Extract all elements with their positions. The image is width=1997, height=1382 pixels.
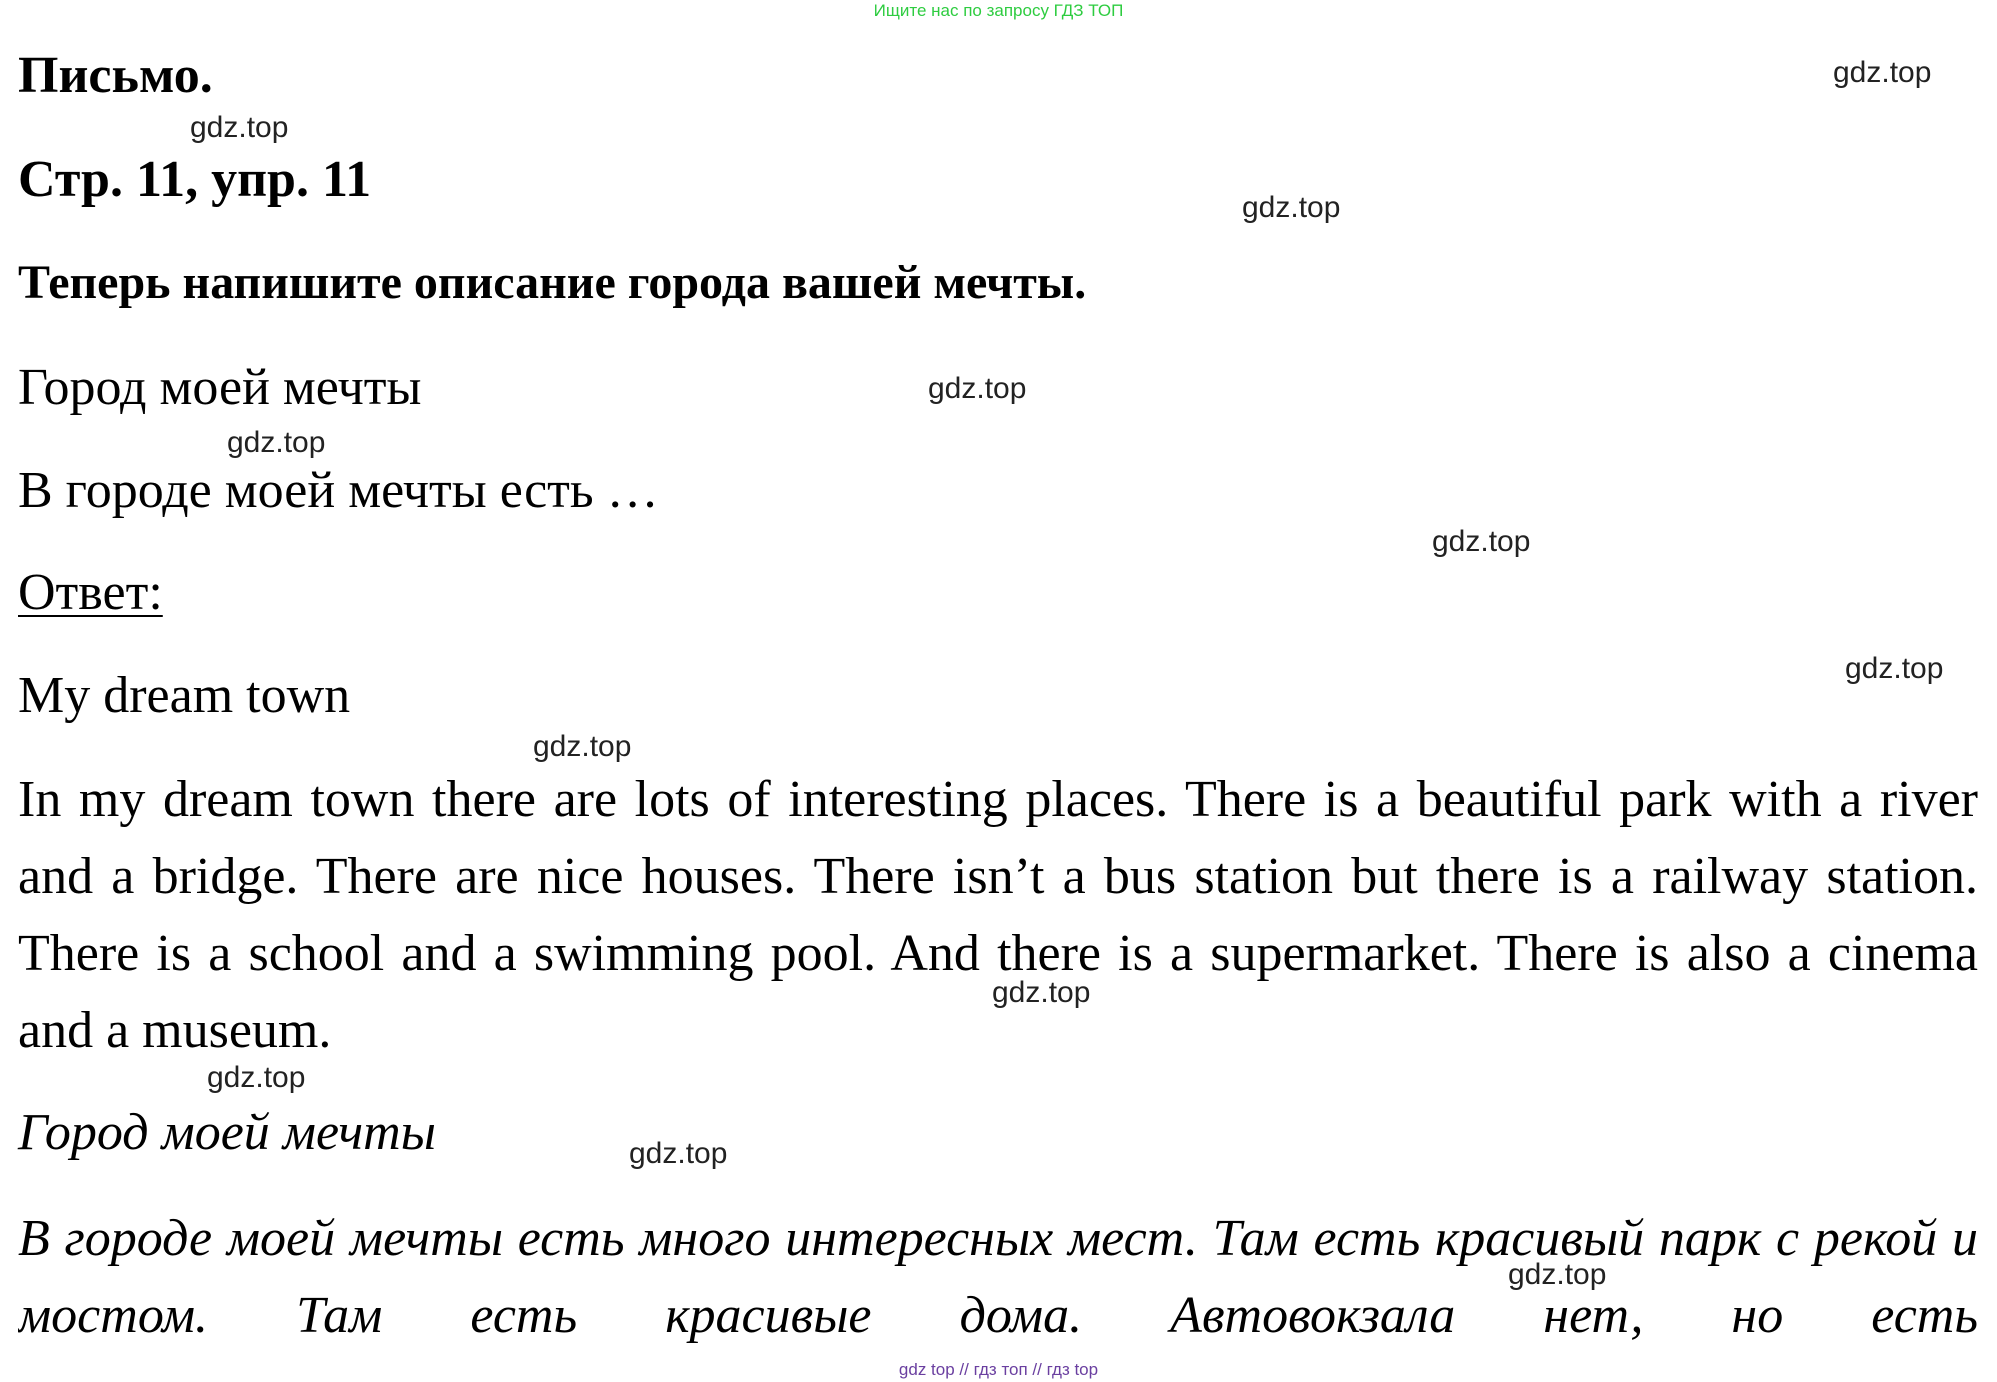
page-reference: Стр. 11, упр. 11: [18, 151, 372, 208]
watermark: gdz.top: [928, 372, 1027, 405]
watermark: gdz.top: [1432, 525, 1531, 558]
watermark: gdz.top: [1508, 1258, 1607, 1291]
answer-label: Ответ:: [18, 564, 163, 621]
watermark: gdz.top: [207, 1061, 306, 1094]
watermark: gdz.top: [227, 426, 326, 459]
section-heading: Письмо.: [18, 47, 213, 104]
prompt-title: Город моей мечты: [18, 359, 422, 416]
bottom-banner: gdz top // гдз топ // гдз top: [898, 1360, 1099, 1379]
watermark: gdz.top: [629, 1137, 728, 1170]
watermark: gdz.top: [1845, 652, 1944, 685]
watermark: gdz.top: [992, 976, 1091, 1009]
english-title: My dream town: [18, 667, 351, 724]
english-paragraph: In my dream town there are lots of interesting places. There is a beautiful park with a river and a bridge. There are nice houses. There isn’t a bus station but there is a railway station. There is a school and a swimming pool. And there is a supermarket. There is also a cinema and a museum.: [18, 771, 1978, 1059]
watermark: gdz.top: [1242, 191, 1341, 224]
russian-title: Город моей мечты: [18, 1104, 436, 1161]
watermark: gdz.top: [1833, 56, 1932, 89]
top-banner: Ищите нас по запросу ГДЗ ТОП: [873, 1, 1124, 20]
watermark: gdz.top: [190, 111, 289, 144]
watermark: gdz.top: [533, 730, 632, 763]
russian-paragraph: В городе моей мечты есть много интересных мест. Там есть красивый парк с рекой и мостом. Там есть красивые дома. Автовокзала нет, но есть: [18, 1210, 1978, 1344]
task-text: Теперь напишите описание города вашей мечты.: [18, 256, 1087, 309]
prompt-start: В городе моей мечты есть …: [18, 462, 659, 519]
